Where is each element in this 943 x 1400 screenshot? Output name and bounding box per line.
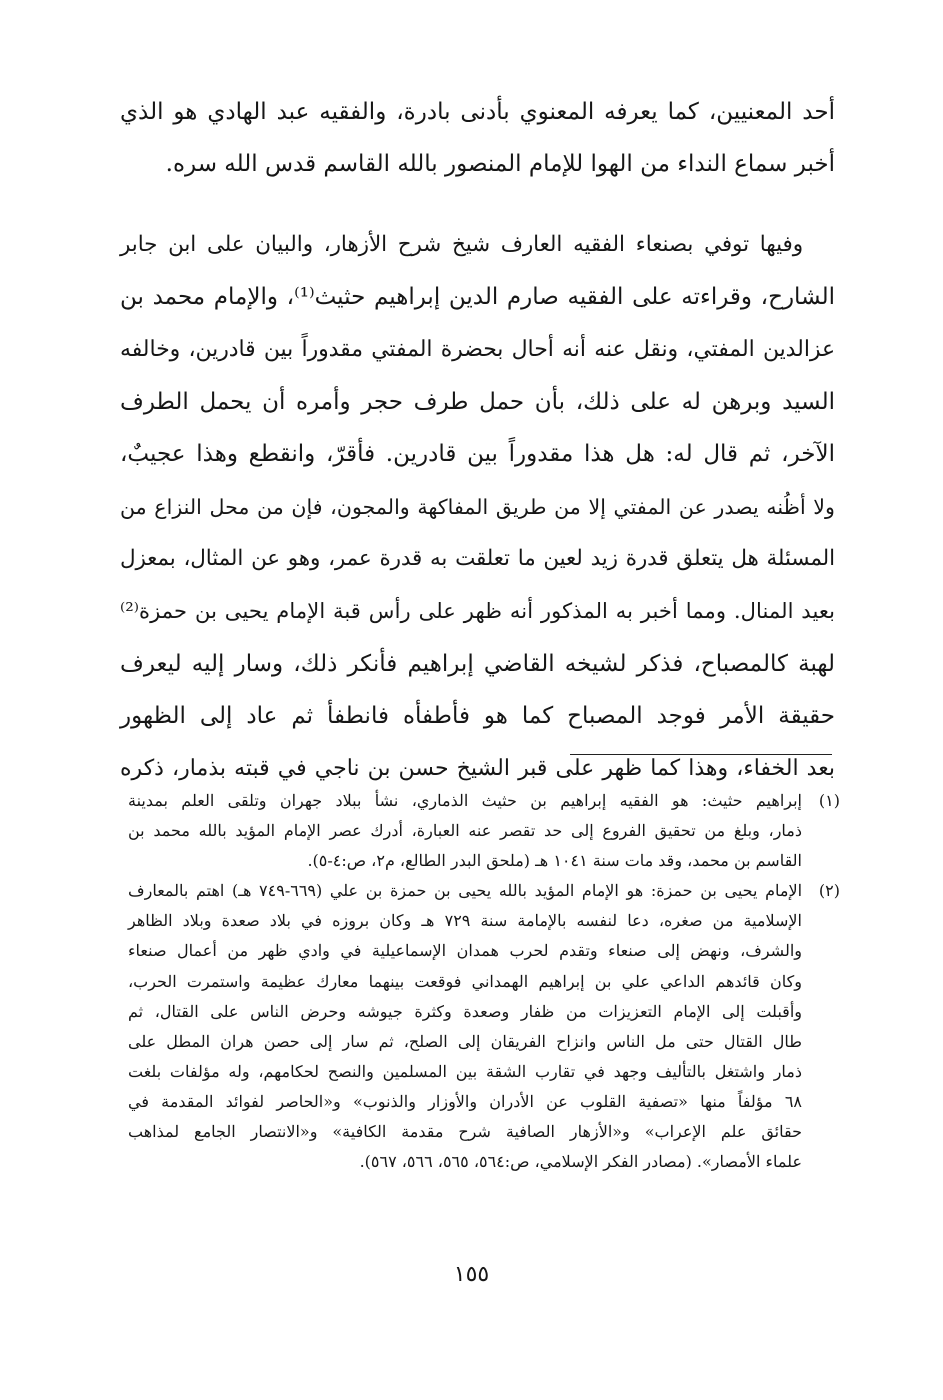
footnote-line: الإسلامية من صغره، دعا لنفسه بالإمامة سنة ٧٢٩ هـ وكان بروزه في بلاد صعدة وبلاد الظاهر <box>128 911 803 931</box>
text-line: المسئلة هل يتعلق قدرة زيد لعين ما تعلقت به قدرة عمر، وهو عن المثال، بمعزل <box>120 546 835 572</box>
footnote-line: وكان قائدهم الداعي علي بن إبراهيم الهمداني فوقعت بينهما معارك عظيمة واستمرت الحرب، <box>128 971 802 991</box>
text-line: حقيقة الأمر فوجد المصباح كما هو فأطفأه فانطفأ ثم عاد إلى الظهور <box>120 703 835 730</box>
text-line: بعد الخفاء، وهذا كما ظهر على قبر الشيخ حسن بن ناجي في قبته بذمار، ذكره <box>120 755 835 781</box>
text-line: بعيد المنال. ومما أخبر به المذكور أنه ظهر على رأس قبة الإمام يحيى بن حمزة⁽²⁾ <box>120 598 835 624</box>
footnote-line: علماء الأمصار». (مصادر الفكر الإسلامي، ص:٥٦٤، ٥٦٥، ٥٦٦، ٥٦٧). <box>359 1152 802 1172</box>
text-line: ولا أظُنه يصدر عن المفتي إلا من طريق المفاكهة والمجون، فإن من محل النزاع من <box>120 494 836 519</box>
footnotes <box>128 786 840 1177</box>
footnote-line: الإمام يحيى بن حمزة: هو الإمام المؤيد بالله يحيى بن حمزة بن علي (٦٦٩-٧٤٩ هـ) اهتم بالمعارف <box>128 881 803 901</box>
text-line: عزالدين المفتي، ونقل عنه أنه أحال بحضرة المفتي مقدوراً بين قادرين، وخالفه <box>120 336 835 362</box>
text-line: وفيها توفي بصنعاء الفقيه العارف شيخ شرح الأزهار، والبيان على ابن جابر <box>120 231 803 257</box>
text-line: أخبر سماع النداء من الهوا للإمام المنصور بالله القاسم قدس الله سره. <box>165 151 835 178</box>
paragraph-2 <box>120 219 835 795</box>
text-line: الآخر، ثم قال له: هل هذا مقدوراً بين قادرين. فأقرّ، وانقطع وهذا عجيبٌ، <box>120 441 835 468</box>
footnote-number: (١) <box>818 791 840 810</box>
footnote-line: والشرف، ونهض إلى صنعاء وتقدم لحرب همدان الإسماعيلية في وادي ظهر من أعمال صنعاء <box>128 941 802 961</box>
text-line: أحد المعنيين، كما يعرفه المعنوي بأدنى بادرة، والفقيه عبد الهادي هو الذي <box>120 99 835 125</box>
footnote-body <box>128 786 802 876</box>
footnote-line: وأقبلت إلى الإمام التعزيزات من ظفار وصعدة وكثرة جيوشه وحرض الناس على القتال، ثم <box>128 1001 802 1021</box>
footnote-number: (٢) <box>818 881 840 901</box>
main-text <box>120 86 835 795</box>
text-line: السيد وبرهن له على ذلك، بأن حمل طرف حجر وأمره أن يحمل الطرف <box>120 389 835 416</box>
footnote-line: ذمار، وبلغ من تحقيق الفروع إلى حد تقصر عنه العبارة، أدرك عصر الإمام المؤيد بالله محمد بن <box>128 821 802 841</box>
paragraph-1 <box>120 86 835 191</box>
page-number: ١٥٥ <box>453 1262 490 1287</box>
footnote-line: حقائق علم الإعراب» و«الأزهار الصافية شرح مقدمة الكافية» و«الانتصار الجامع لمذاهب <box>128 1122 802 1142</box>
footnote-line: إبراهيم حثيث: هو الفقيه إبراهيم بن حثيث الذماري، نشأ ببلاد جهران وتلقى العلم بمدينة <box>128 791 802 810</box>
footnote-line: طال القتال حتى مل الناس وانزاح الفريقان إلى الصلح، ثم سار إلى حصن هران المطل على <box>128 1031 802 1051</box>
text-line: لهبة كالمصباح، فذكر لشيخه القاضي إبراهيم فأنكر ذلك، وسار إليه ليعرف <box>120 651 835 678</box>
footnote-line: ٦٨ مؤلفاً منها «تصفية القلوب عن الأدران والأوزار والذنوب» و«الحاصر لفوائد المقدمة في <box>128 1091 802 1111</box>
footnote-1 <box>128 786 840 876</box>
paragraph-gap <box>120 191 835 219</box>
footnote-body <box>128 876 802 1177</box>
text-line: الشارح، وقراءته على الفقيه صارم الدين إبراهيم حثيث⁽¹⁾، والإمام محمد بن <box>120 284 835 311</box>
footnote-2 <box>128 876 840 1177</box>
footnote-line: القاسم بن محمد، وقد مات سنة ١٠٤١ هـ (ملحق البدر الطالع، م٢، ص:٤-٥). <box>307 851 802 871</box>
footnote-line: ذمار واشتغل بالتأليف وجهد في تقارب الشقة بين المسلمين والنصح لحكامهم، وله مؤلفات بلغت <box>128 1061 802 1081</box>
footnote-separator <box>570 754 832 755</box>
